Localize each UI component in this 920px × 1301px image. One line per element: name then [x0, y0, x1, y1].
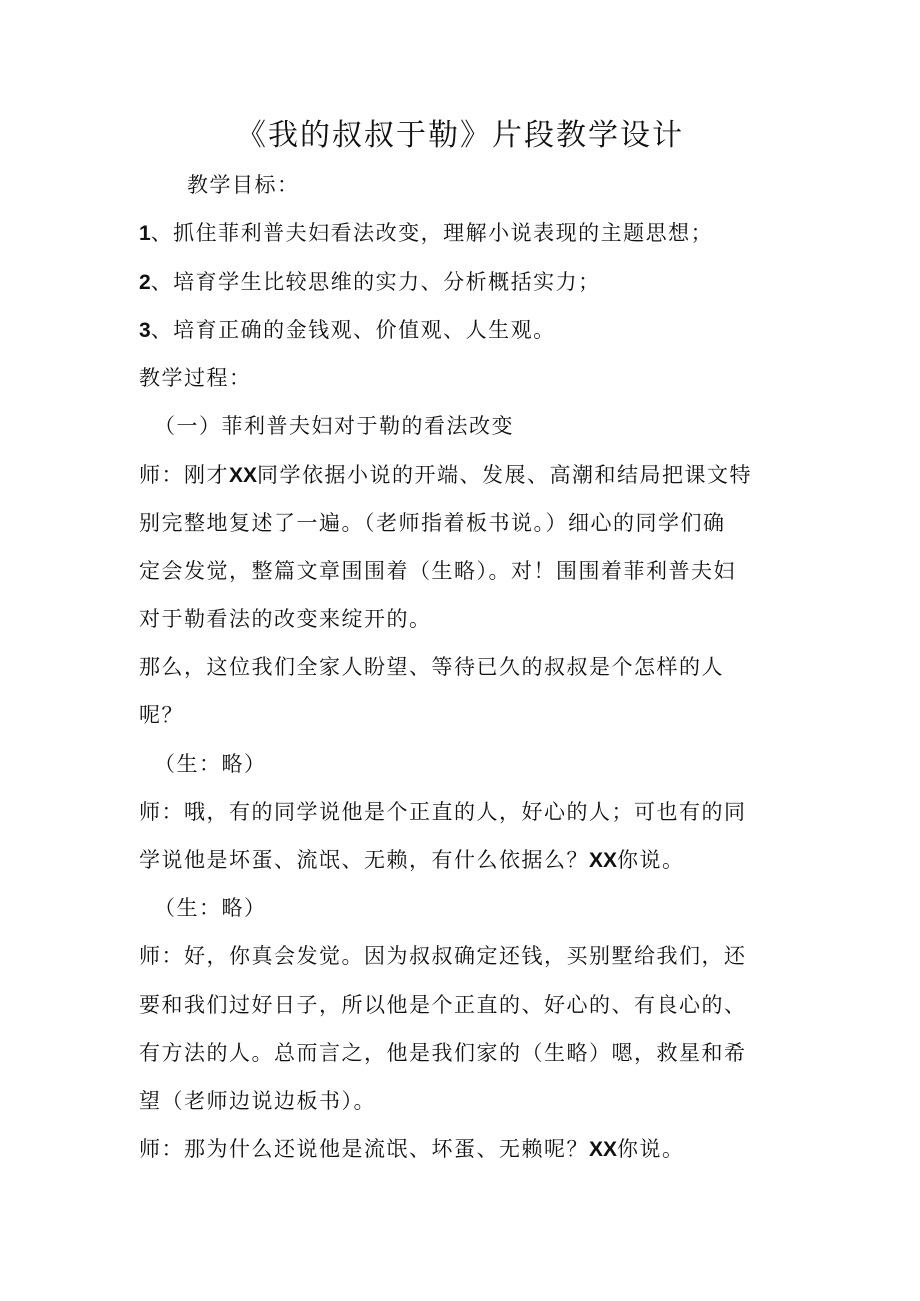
paragraph-line: 师：好，你真会发觉。因为叔叔确定还钱，买别墅给我们，还 — [139, 944, 747, 968]
paragraph-line: 望（老师边说边板书）。 — [139, 1089, 376, 1113]
latin-text: XX — [229, 464, 258, 487]
objective-item-2: 2、培育学生比较思维的实力、分析概括实力； — [139, 270, 601, 294]
latin-text: 1 — [139, 222, 151, 245]
student-response: （生：略） — [154, 896, 267, 920]
paragraph-line: 那么，这位我们全家人盼望、等待已久的叔叔是个怎样的人 — [139, 655, 724, 679]
paragraph-line: 要和我们过好日子，所以他是个正直的、好心的、有良心的、 — [139, 993, 747, 1017]
document-title: 《我的叔叔于勒》片段教学设计 — [236, 118, 684, 153]
latin-text: XX — [589, 849, 618, 872]
student-response: （生：略） — [154, 752, 267, 776]
paragraph-line: 呢？ — [139, 703, 184, 727]
section-heading-process: 教学过程： — [139, 366, 252, 390]
paragraph-line: 师：刚才XX同学依据小说的开端、发展、高潮和结局把课文特 — [139, 463, 753, 487]
paragraph-line: 师：那为什么还说他是流氓、坏蛋、无赖呢？XX你说。 — [139, 1137, 685, 1161]
paragraph-line: 师：哦，有的同学说他是个正直的人，好心的人；可也有的同 — [139, 800, 747, 824]
subsection-heading: （一）菲利普夫妇对于勒的看法改变 — [154, 414, 514, 438]
paragraph-line: 对于勒看法的改变来绽开的。 — [139, 607, 432, 631]
objective-item-3: 3、培育正确的金钱观、价值观、人生观。 — [139, 318, 556, 342]
objective-item-1: 1、抓住菲利普夫妇看法改变，理解小说表现的主题思想； — [139, 221, 714, 245]
paragraph-line: 学说他是坏蛋、流氓、无赖，有什么依据么？XX你说。 — [139, 848, 685, 872]
latin-text: 2 — [139, 271, 151, 294]
latin-text: 3 — [139, 319, 151, 342]
section-heading-objectives: 教学目标： — [187, 173, 300, 197]
latin-text: XX — [589, 1138, 618, 1161]
paragraph-line: 定会发觉，整篇文章围围着（生略）。对！围围着菲利普夫妇 — [139, 559, 736, 583]
paragraph-line: 别完整地复述了一遍。（老师指着板书说。）细心的同学们确 — [139, 511, 726, 535]
paragraph-line: 有方法的人。总而言之，他是我们家的（生略）嗯，救星和希 — [139, 1041, 747, 1065]
